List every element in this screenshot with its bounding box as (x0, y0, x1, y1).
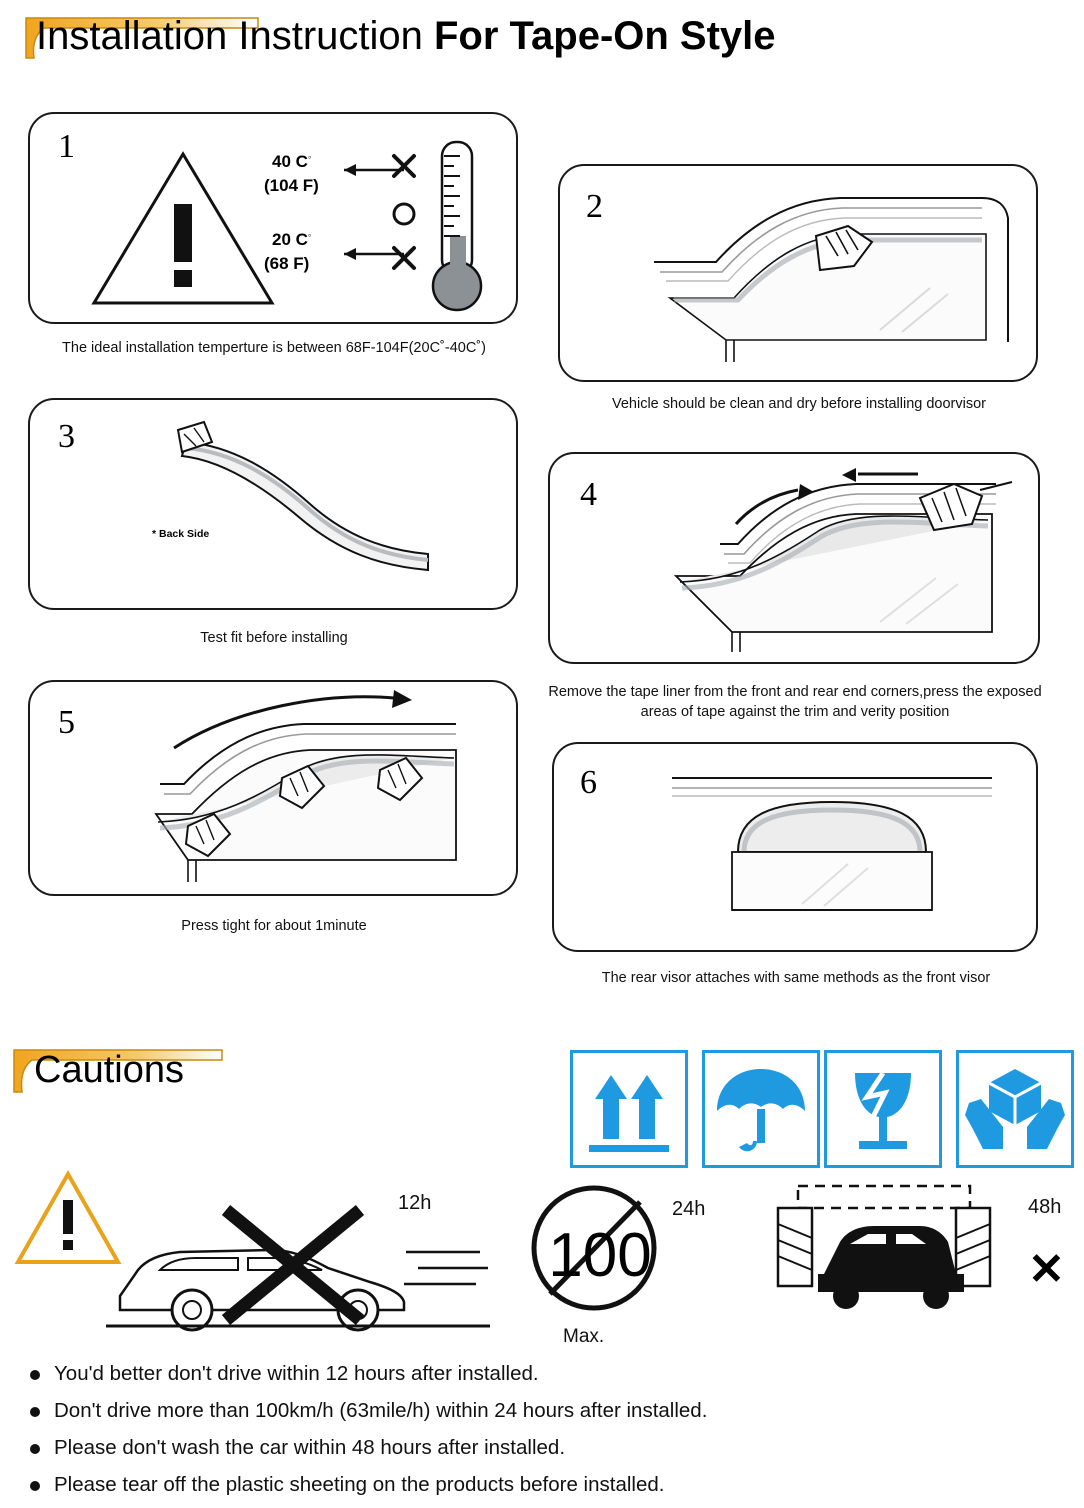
step-panel-4 (548, 452, 1040, 664)
bullet-dot-icon (30, 1407, 40, 1417)
thermometer-icon (422, 136, 502, 318)
step-panel-1 (28, 112, 518, 324)
list-item (20, 1360, 1060, 1388)
list-item (20, 1434, 1060, 1462)
step-number-6: 6 (580, 764, 597, 801)
temp-cold-fahrenheit: (68 F) (264, 254, 310, 273)
page-title-part2: For Tape-On Style (434, 14, 776, 58)
step-caption-4: Remove the tape liner from the front and rear end corners,press the exposed areas of tape against the trim and verity position (548, 684, 1042, 720)
temp-cold-celsius: 20 C◦ (272, 230, 312, 249)
bullet-dot-icon (30, 1481, 40, 1491)
page-header (22, 8, 1062, 70)
keep-dry-umbrella-icon (705, 1053, 817, 1165)
cautions-header (10, 1040, 310, 1102)
list-item (20, 1471, 1060, 1499)
bullet-dot-icon (30, 1370, 40, 1380)
step-number-4: 4 (580, 476, 597, 513)
step-panel-5 (28, 680, 518, 896)
step-caption-3: Test fit before installing (200, 630, 348, 646)
step-panel-6 (552, 742, 1038, 952)
no-wash-cross-icon: ✕ (1028, 1245, 1065, 1294)
temp-hot-celsius: 40 C◦ (272, 152, 312, 171)
step-number-2: 2 (586, 188, 603, 225)
list-item (20, 1397, 1060, 1425)
step-caption-5: Press tight for about 1minute (181, 918, 367, 934)
cautions-bullet-list (20, 1360, 1060, 1508)
bullet-dot-icon (30, 1444, 40, 1454)
bullet-text: Don't drive more than 100km/h (63mile/h) within 24 hours after installed. (54, 1399, 708, 1422)
press-visor-illustration (126, 686, 526, 891)
this-side-up-icon (573, 1053, 685, 1165)
back-side-label: * Back Side (152, 528, 210, 540)
page-title (36, 10, 776, 62)
no-wash-hours-label: 48h (1028, 1196, 1062, 1218)
handle-with-care-icon (959, 1053, 1071, 1165)
fragile-glass-icon (827, 1053, 939, 1165)
keep-dry-icon-box (702, 1050, 820, 1168)
step-panel-2 (558, 164, 1038, 382)
visor-test-fit-illustration (140, 418, 460, 588)
speed-limit-value: 100 (548, 1221, 652, 1290)
handle-with-care-icon-box (956, 1050, 1074, 1168)
step-panel-3 (28, 398, 518, 610)
step-number-1: 1 (58, 128, 75, 165)
fragile-icon-box (824, 1050, 942, 1168)
no-drive-12h-illustration (10, 1166, 510, 1346)
this-side-up-icon-box (570, 1050, 688, 1168)
bullet-text: You'd better don't drive within 12 hours after installed. (54, 1362, 539, 1385)
warning-triangle-icon (88, 146, 278, 311)
car-window-cleaning-illustration (630, 180, 1030, 370)
rear-visor-illustration (662, 756, 1002, 936)
no-car-wash-illustration (760, 1178, 1020, 1328)
step-caption-2: Vehicle should be clean and dry before installing doorvisor (611, 396, 986, 412)
no-drive-hours-label: 12h (398, 1192, 432, 1214)
page-title-part1: Installation Instruction (36, 14, 434, 58)
temp-hot-fahrenheit: (104 F) (264, 176, 319, 195)
tape-liner-removal-illustration (620, 460, 1030, 658)
cautions-title: Cautions (34, 1049, 184, 1091)
step-caption-6: The rear visor attaches with same methods as the front visor (601, 970, 991, 986)
step-number-5: 5 (58, 704, 75, 741)
speed-hours-label: 24h (672, 1198, 706, 1220)
step-number-3: 3 (58, 418, 75, 455)
bullet-text: Please don't wash the car within 48 hours after installed. (54, 1436, 566, 1459)
bullet-text: Please tear off the plastic sheeting on the products before installed. (54, 1473, 665, 1496)
step-caption-1: The ideal installation temperture is between 68F-104F(20C˚-40C˚) (62, 340, 486, 356)
speed-max-label: Max. (563, 1326, 605, 1347)
